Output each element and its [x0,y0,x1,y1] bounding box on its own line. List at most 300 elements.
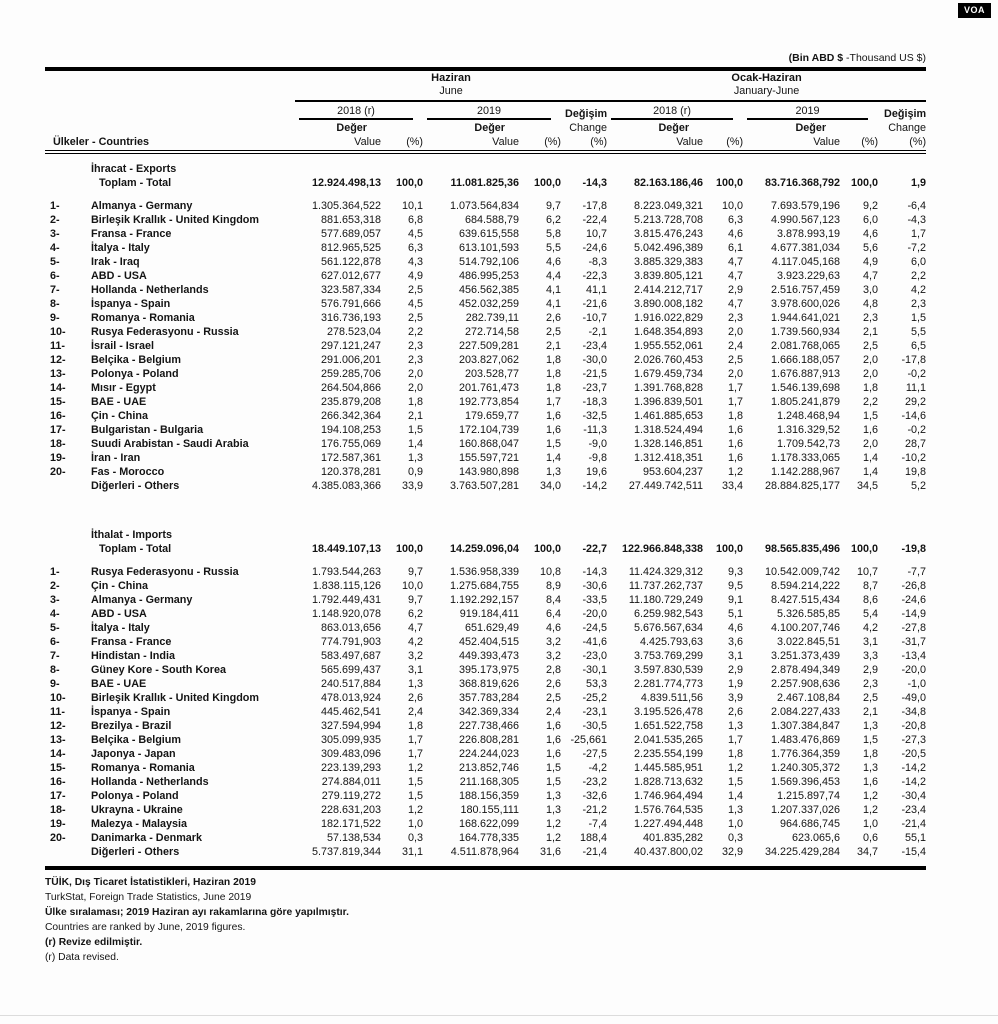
footnote-line: TÜİK, Dış Ticaret İstatistikleri, Haziran 2019 [45,877,256,888]
june-2018-value-cell: 576.791,666 [320,298,381,310]
june-2019-share-cell: 1,2 [545,818,561,830]
table-row [45,297,926,311]
half-2019-share-cell: 2,3 [863,678,879,690]
june-2018-share-cell: 6,2 [407,608,423,620]
june-change-cell: -8,3 [588,256,608,268]
half-2019-value-cell: 4.117.045,168 [771,256,841,268]
half-change-cell: 5,2 [911,480,927,492]
june-2019-value-cell: 188.156,359 [458,790,519,802]
half-2019-value-cell: 5.326.585,85 [777,608,841,620]
june-2018-share-cell: 1,4 [407,438,423,450]
june-2018-value-cell: 316.736,193 [320,312,381,324]
half-change-cell: -20,5 [901,748,927,760]
june-change-cell: 10,7 [586,228,608,240]
half-change-cell: -1,0 [907,678,927,690]
half-2019-value-cell: 2.081.768,065 [771,340,841,352]
empty-cell [45,520,83,542]
half-2018-value-cell: 1.318.524,494 [634,424,704,436]
country-cell: Rusya Federasyonu - Russia [91,326,239,338]
half-change-cell: -21,4 [901,818,927,830]
col-june-change: Değişim [565,108,608,120]
june-2018-value-cell: 264.504,866 [320,382,381,394]
country-cell: Almanya - Germany [91,594,193,606]
deger-label: Değer [795,122,827,134]
june-2019-share-cell: 1,6 [545,748,561,760]
year-row [45,101,926,121]
table-row [45,353,926,367]
june-2019-value-cell: 919.184,411 [459,608,519,620]
june-2018-share-cell: 1,2 [407,762,423,774]
half-2019-share-cell: 5,4 [863,608,879,620]
country-cell: Birleşik Krallık - United Kingdom [91,214,259,226]
june-2018-share-cell: 2,6 [407,692,423,704]
country-cell: Polonya - Poland [91,790,179,802]
rank-cell: 17- [50,424,66,436]
june-change-cell: -22,3 [582,270,608,282]
june-2019-share-cell: 4,1 [545,298,561,310]
half-2019-value-cell: 2.467.108,84 [777,692,841,704]
june-change-cell: -30,6 [582,580,608,592]
half-2018-value-cell: 5.676.567,634 [634,622,704,634]
half-2018-value-cell: 1.679.459,734 [634,368,704,380]
half-2019-share-cell: 4,2 [863,622,879,634]
june-2018-share-cell: 1,2 [407,804,423,816]
table-row [45,565,926,579]
june-change-cell: -27,5 [582,748,608,760]
june-2019-value-cell: 368.819,626 [458,678,519,690]
table-row [45,437,926,451]
table-row [45,593,926,607]
country-cell: Birleşik Krallık - United Kingdom [91,692,259,704]
half-2018-share-cell: 2,9 [728,664,744,676]
pct-label: (%) [703,135,743,151]
june-2019-value-cell: 395.173,975 [458,664,519,676]
rank-cell: 2- [50,580,60,592]
june-change-cell: -17,8 [582,200,608,212]
june-2018-value-cell: 266.342,364 [320,410,381,422]
june-2018-value-cell: 291.006,201 [320,354,381,366]
pct-label: (%) [561,135,607,151]
june-2018-value-cell: 1.792.449,431 [311,594,381,606]
june-2018-share-cell: 4,2 [407,636,423,648]
half-2019-share-cell: 1,3 [863,762,879,774]
june-2018-value-cell: 627.012,677 [320,270,381,282]
half-2019-value-cell: 3.251.373,439 [771,650,841,662]
june-2019-value-cell: 226.808,281 [458,734,519,746]
table-row [45,719,926,733]
table-row [45,621,926,635]
table-row [45,395,926,409]
half-2019-share-cell: 1,0 [863,818,879,830]
half-2018-value-cell: 1.391.768,828 [634,382,704,394]
country-cell: İtalya - Italy [91,622,150,634]
half-2019-value-cell: 4.990.567,123 [771,214,841,226]
empty-cell [45,845,83,859]
country-cell: ABD - USA [91,608,147,620]
total-label: Toplam - Total [99,177,172,189]
deger-label: Değer [658,122,690,134]
table-row [45,579,926,593]
june-2018-value-cell: 577.689,057 [320,228,381,240]
june-2019-share-cell: 4,4 [545,270,561,282]
half-2019-value-cell: 1.944.641,021 [771,312,841,324]
table-row [45,465,926,479]
half-change-cell: -30,4 [901,790,927,802]
col-group-jan-june [607,71,926,101]
change-label: Change [888,122,927,134]
value-label: Value [743,135,840,151]
half-2018-share-cell: 2,5 [728,354,744,366]
half-2019-value-cell: 1.739.560,934 [771,326,841,338]
june-2018-share-cell: 1,7 [407,748,423,760]
june-2019-value-cell: 651.629,49 [464,622,519,634]
june-2019-share-cell: 2,6 [545,678,561,690]
june-2018-value-cell: 478.013,924 [320,692,381,704]
rank-cell: 19- [50,452,66,464]
half-2019-share-cell: 1,8 [863,382,879,394]
half-2018-share-cell: 9,5 [728,580,744,592]
rank-cell: 7- [50,284,60,296]
country-cell: Belçika - Belgium [91,354,182,366]
empty-cell [45,542,83,556]
june-change-cell: -14,2 [582,480,608,492]
change-label: Change [569,122,608,134]
half-2019-value-cell: 1.569.396,453 [771,776,841,788]
rank-cell: 5- [50,622,60,634]
value-label: Value [607,135,703,151]
half-2019-value-cell: 1.776.364,359 [771,748,841,760]
half-change-cell: -7,2 [907,242,927,254]
half-2018-share-cell: 33,4 [722,480,744,492]
june-2019-value-cell: 192.773,854 [458,396,519,408]
half-2019-share-cell: 5,6 [863,242,879,254]
gap-cell [45,493,926,520]
empty-cell [45,176,83,190]
rank-cell: 16- [50,776,66,788]
footnotes [45,875,926,965]
jan-june-label-tr: Ocak-Haziran [731,72,802,84]
june-2019-value-cell: 4.511.878,964 [450,846,519,858]
half-change-cell: -14,6 [901,410,927,422]
half-2018-share-cell: 1,6 [728,452,744,464]
total-row [45,176,926,190]
june-change-cell: -23,4 [582,340,608,352]
half-2018-value-cell: 1.916.022,829 [634,312,704,324]
half-2019-share-cell: 2,1 [863,326,879,338]
half-2019-value-cell: 964.686,745 [780,818,841,830]
june-change-cell: 19,6 [586,466,608,478]
section-title: İthalat - Imports [91,529,172,541]
june-2019-value-cell: 179.659,77 [464,410,519,422]
col-half-2019: 2019 [743,101,878,121]
rank-cell: 1- [50,200,60,212]
june-2018-share-cell: 100,0 [395,177,423,189]
half-2019-share-cell: 1,6 [863,776,879,788]
june-change-cell: 188,4 [580,832,608,844]
half-2018-share-cell: 1,2 [728,762,744,774]
rank-cell: 13- [50,734,66,746]
june-2019-value-cell: 1.275.684,755 [449,580,519,592]
table-row [45,269,926,283]
half-2019-share-cell: 34,7 [857,846,879,858]
table-row [45,733,926,747]
country-cell: İtalya - Italy [91,242,150,254]
rank-cell: 7- [50,650,60,662]
half-2018-value-cell: 1.746.964,494 [634,790,704,802]
half-change-cell: -49,0 [901,692,927,704]
june-2019-value-cell: 213.852,746 [458,762,519,774]
half-2018-share-cell: 3,9 [728,692,744,704]
june-2018-value-cell: 297.121,247 [320,340,381,352]
country-cell: ABD - USA [91,270,147,282]
half-change-cell: -0,2 [907,424,927,436]
table-row [45,255,926,269]
rank-cell: 11- [50,340,66,352]
june-change-cell: -11,3 [583,424,608,436]
june-2019-share-cell: 6,4 [545,608,561,620]
june-2019-share-cell: 2,1 [545,340,561,352]
june-2018-share-cell: 31,1 [401,846,423,858]
june-2019-value-cell: 684.588,79 [464,214,519,226]
table-row [45,775,926,789]
table-row [45,705,926,719]
june-2019-value-cell: 164.778,335 [458,832,519,844]
country-cell: Romanya - Romania [91,312,195,324]
june-2018-share-cell: 3,2 [407,650,423,662]
rank-cell: 17- [50,790,66,802]
row-gap [45,190,926,199]
half-2018-value-cell: 6.259.982,543 [634,608,704,620]
june-change-cell: -30,5 [582,720,608,732]
june-2018-share-cell: 1,3 [407,452,423,464]
june-2018-share-cell: 4,9 [407,270,423,282]
half-2019-share-cell: 3,1 [863,636,879,648]
half-2018-share-cell: 1,7 [728,734,744,746]
june-2018-share-cell: 2,0 [407,382,423,394]
june-2018-share-cell: 0,3 [407,832,423,844]
half-2018-value-cell: 1.828.713,632 [634,776,704,788]
june-2019-value-cell: 1.536.958,339 [449,566,519,578]
june-change-cell: -30,0 [582,354,608,366]
table-row [45,213,926,227]
table-row [45,423,926,437]
half-2019-value-cell: 1.215.897,74 [777,790,841,802]
half-2018-share-cell: 1,3 [728,804,744,816]
june-2019-share-cell: 1,4 [545,452,561,464]
half-2018-share-cell: 4,6 [728,622,744,634]
half-2019-share-cell: 2,1 [863,706,879,718]
table-row [45,803,926,817]
june-change-cell: -10,7 [582,312,608,324]
half-2018-share-cell: 1,2 [728,466,744,478]
half-2019-share-cell: 1,4 [863,452,879,464]
others-label: Diğerleri - Others [91,846,180,858]
half-change-cell: -10,2 [901,452,927,464]
others-label: Diğerleri - Others [91,480,180,492]
half-2019-share-cell: 0,6 [863,832,879,844]
june-2018-share-cell: 2,1 [407,410,423,422]
half-2018-share-cell: 6,3 [728,214,744,226]
half-2019-value-cell: 83.716.368,792 [765,177,841,189]
rank-cell: 16- [50,410,66,422]
total-label: Toplam - Total [99,543,172,555]
half-2019-share-cell: 2,2 [863,396,879,408]
half-2018-share-cell: 1,6 [728,438,744,450]
half-2018-share-cell: 4,6 [728,228,744,240]
half-2018-share-cell: 100,0 [716,543,744,555]
rank-cell: 15- [50,762,66,774]
june-change-cell: -33,5 [582,594,608,606]
section-gap [45,493,926,520]
half-2019-value-cell: 4.677.381,034 [771,242,841,254]
june-2019-share-cell: 3,2 [545,650,561,662]
half-2018-share-cell: 1,6 [728,424,744,436]
half-2018-value-cell: 11.180.729,249 [628,594,704,606]
half-2019-share-cell: 2,0 [863,368,879,380]
june-2019-value-cell: 227.509,281 [458,340,519,352]
half-2019-share-cell: 4,7 [863,270,879,282]
half-change-cell: -34,8 [901,706,927,718]
col-half-2018: 2018 (r) [607,101,743,121]
deger-row [45,121,926,135]
half-2019-value-cell: 2.878.494,349 [771,664,841,676]
country-cell: Belçika - Belgium [91,734,182,746]
rank-cell: 14- [50,382,66,394]
half-2018-value-cell: 953.604,237 [643,466,704,478]
section-title-row [45,154,926,177]
half-2018-value-cell: 2.041.535,265 [634,734,704,746]
table-row [45,199,926,213]
june-2019-value-cell: 452.032,259 [458,298,519,310]
country-cell: Danimarka - Denmark [91,832,203,844]
june-2018-value-cell: 182.171,522 [320,818,381,830]
june-2018-share-cell: 6,3 [407,242,423,254]
june-2019-value-cell: 180.155,111 [460,804,519,816]
half-2019-share-cell: 3,3 [863,650,879,662]
june-2018-value-cell: 176.755,069 [320,438,381,450]
rank-cell: 19- [50,818,66,830]
june-2018-share-cell: 1,5 [407,424,423,436]
countries-header: Ülkeler - Countries [45,135,295,151]
half-2018-value-cell: 5.042.496,389 [634,242,704,254]
deger-label: Değer [474,122,505,134]
june-change-cell: 53,3 [586,678,608,690]
half-2019-value-cell: 1.709.542,73 [777,438,841,450]
june-2018-value-cell: 561.122,878 [320,256,381,268]
half-change-cell: 2,3 [911,298,927,310]
half-2019-value-cell: 8.594.214,222 [771,580,841,592]
gap-cell [45,190,926,199]
june-2019-share-cell: 1,5 [545,776,561,788]
june-2019-value-cell: 486.995,253 [458,270,519,282]
half-2019-share-cell: 8,6 [863,594,879,606]
june-change-cell: -25,661 [570,734,608,746]
june-2018-share-cell: 10,1 [401,200,423,212]
page-bottom-line [0,1015,998,1016]
rank-cell: 13- [50,368,66,380]
table-row [45,747,926,761]
june-change-cell: -23,0 [582,650,608,662]
section-title-row [45,520,926,542]
june-change-cell: -23,7 [582,382,608,394]
half-2018-share-cell: 3,6 [728,636,744,648]
june-2019-value-cell: 272.714,58 [464,326,519,338]
half-2019-share-cell: 2,0 [863,438,879,450]
half-2019-share-cell: 2,3 [863,312,879,324]
half-2018-value-cell: 1.312.418,351 [634,452,704,464]
june-change-cell: -41,6 [582,636,608,648]
country-cell: Çin - China [91,580,148,592]
rank-cell: 1- [50,566,60,578]
half-2019-value-cell: 1.666.188,057 [771,354,841,366]
half-2018-value-cell: 11.424.329,312 [628,566,704,578]
half-change-cell: 55,1 [905,832,927,844]
june-2018-value-cell: 12.924.498,13 [311,177,381,189]
half-change-cell: 1,5 [911,312,927,324]
country-cell: Hollanda - Netherlands [91,284,209,296]
half-change-cell: -20,0 [901,664,927,676]
june-2019-value-cell: 203.528,77 [464,368,519,380]
half-2019-share-cell: 1,3 [863,720,879,732]
half-2019-value-cell: 623.065,6 [792,832,841,844]
june-2018-value-cell: 309.483,096 [320,748,381,760]
june-change-cell: -32,5 [582,410,608,422]
june-2019-value-cell: 224.244,023 [458,748,519,760]
country-cell: İran - Iran [91,452,141,464]
country-cell: BAE - UAE [91,396,147,408]
rank-cell: 15- [50,396,66,408]
country-cell: Japonya - Japan [91,748,176,760]
june-change-cell: -14,3 [582,177,608,189]
country-cell: İspanya - Spain [91,298,171,310]
row-gap [45,556,926,565]
half-2019-value-cell: 2.084.227,433 [771,706,841,718]
june-2018-share-cell: 2,3 [407,354,423,366]
june-2018-value-cell: 327.594,994 [320,720,381,732]
table-row [45,311,926,325]
half-2018-value-cell: 2.235.554,199 [634,748,704,760]
june-2019-share-cell: 1,8 [545,368,561,380]
june-2019-share-cell: 1,6 [545,410,561,422]
june-2018-share-cell: 100,0 [395,543,423,555]
half-2018-value-cell: 40.437.800,02 [634,846,704,858]
june-2019-share-cell: 1,5 [545,438,561,450]
june-2018-share-cell: 1,8 [407,720,423,732]
half-change-cell: 2,2 [911,270,927,282]
table-row [45,227,926,241]
half-2018-share-cell: 1,9 [728,678,744,690]
half-2019-share-cell: 1,5 [863,410,879,422]
half-2018-value-cell: 27.449.742,511 [628,480,704,492]
half-2018-value-cell: 2.414.212,717 [634,284,704,296]
june-2019-share-cell: 1,6 [545,734,561,746]
table-row [45,635,926,649]
june-2019-share-cell: 8,4 [545,594,561,606]
table-row [45,451,926,465]
half-2019-value-cell: 1.142.288,967 [771,466,841,478]
half-change-cell: 29,2 [905,396,927,408]
half-2018-share-cell: 3,1 [728,650,744,662]
half-2019-value-cell: 3.978.600,026 [771,298,841,310]
half-2019-share-cell: 2,0 [863,354,879,366]
june-2018-share-cell: 2,5 [407,312,423,324]
jan-june-label-en: January-June [733,85,800,97]
table-row [45,607,926,621]
half-change-cell: -24,6 [901,594,927,606]
june-2018-value-cell: 5.737.819,344 [311,846,381,858]
june-2019-value-cell: 227.738,466 [458,720,519,732]
rank-cell: 9- [50,678,60,690]
